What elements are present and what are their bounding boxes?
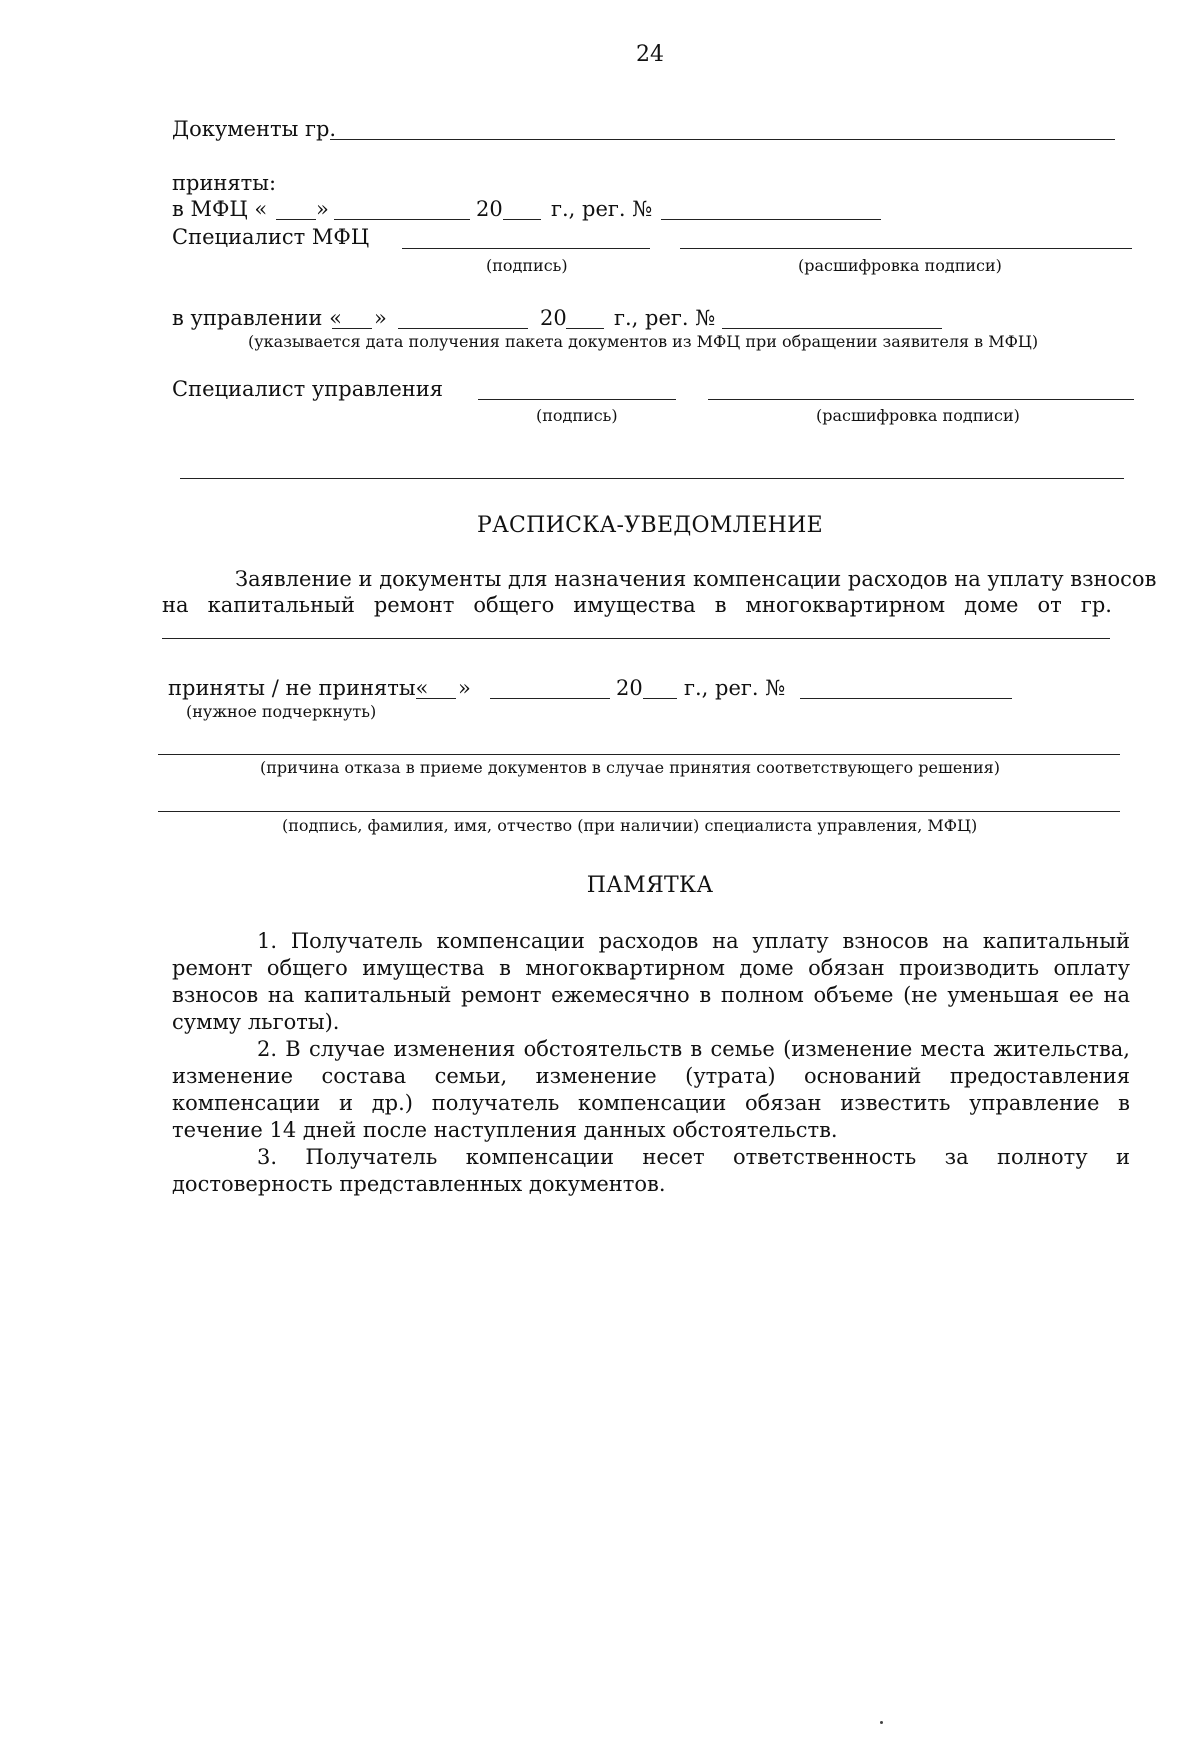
management-signature-caption: (подпись) — [536, 406, 618, 425]
management-year-prefix: 20 — [540, 306, 567, 330]
receipt-reg-number-field[interactable] — [800, 698, 1012, 699]
memo-list — [172, 928, 1130, 1198]
scan-speck — [880, 1721, 883, 1724]
management-signature-field[interactable] — [478, 399, 676, 400]
mfc-date-quote-close: » — [316, 197, 329, 221]
receipt-word: от — [1037, 593, 1062, 617]
mfc-reg-number-field[interactable] — [661, 219, 881, 220]
receipt-word: ремонт — [373, 593, 455, 617]
receipt-word: имущества — [573, 593, 696, 617]
management-day-field[interactable] — [332, 328, 372, 329]
management-date-note: (указывается дата получения пакета документов из МФЦ при обращении заявителя в МФЦ) — [248, 332, 1039, 351]
receipt-statement-line1: Заявление и документы для назначения компенсации расходов на уплату взносов — [235, 567, 1157, 591]
receipt-statement-line2 — [162, 592, 1112, 618]
receipt-word: многоквартирном — [745, 593, 946, 617]
memo-item: 3. Получатель компенсации несет ответственность за полноту и достоверность представленных документов. — [172, 1145, 1130, 1196]
management-reg-suffix: г., рег. № — [614, 306, 716, 330]
receipt-word: капитальный — [207, 593, 355, 617]
receipt-year-field[interactable] — [643, 698, 677, 699]
receipt-accepted-prefix: приняты / не приняты« — [168, 676, 429, 700]
mfc-day-field[interactable] — [276, 219, 316, 220]
receipt-title: РАСПИСКА-УВЕДОМЛЕНИЕ — [476, 513, 824, 538]
specialist-signature-caption: (подпись, фамилия, имя, отчество (при наличии) специалиста управления, МФЦ) — [282, 816, 978, 835]
management-month-field[interactable] — [398, 328, 528, 329]
management-specialist-label: Специалист управления — [172, 377, 444, 401]
receipt-word: доме — [964, 593, 1019, 617]
mfc-reg-suffix: г., рег. № — [551, 197, 653, 221]
mfc-year-prefix: 20 — [476, 197, 503, 221]
management-decoding-field[interactable] — [708, 399, 1134, 400]
mfc-decoding-caption: (расшифровка подписи) — [798, 256, 1002, 275]
page-number: 24 — [636, 42, 664, 67]
receipt-word: гр. — [1080, 593, 1112, 617]
refusal-reason-caption: (причина отказа в приеме документов в случае принятия соответствующего решения) — [260, 758, 1000, 777]
documents-label: Документы гр. — [172, 117, 337, 141]
receipt-year-prefix: 20 — [616, 676, 643, 700]
management-decoding-caption: (расшифровка подписи) — [816, 406, 1020, 425]
receipt-applicant-name-field[interactable] — [162, 638, 1110, 639]
receipt-underline-note: (нужное подчеркнуть) — [186, 702, 377, 721]
memo-item: 1. Получатель компенсации расходов на уплату взносов на капитальный ремонт общего имущества в многоквартирном доме обязан производить оплату взносов на капитальный ремонт ежемесячно в полном объеме (не уменьшая ее на сумму льготы). — [172, 929, 1130, 1034]
mfc-signature-caption: (подпись) — [486, 256, 568, 275]
receipt-month-field[interactable] — [490, 698, 610, 699]
mfc-specialist-label: Специалист МФЦ — [172, 225, 370, 249]
specialist-signature-field[interactable] — [158, 811, 1120, 812]
documents-name-field[interactable] — [330, 139, 1115, 140]
mfc-decoding-field[interactable] — [680, 248, 1132, 249]
mfc-month-field[interactable] — [334, 219, 470, 220]
receipt-reg-suffix: г., рег. № — [684, 676, 786, 700]
receipt-day-field[interactable] — [416, 698, 456, 699]
accepted-label: приняты: — [172, 171, 277, 195]
mfc-year-field[interactable] — [503, 219, 541, 220]
memo-item: 2. В случае изменения обстоятельств в семье (изменение места жительства, изменение состава семьи, изменение (утрата) оснований предоставления компенсации и др.) получатель компенсации обязан известить управление в течение 14 дней после наступления данных обстоятельств. — [172, 1037, 1130, 1142]
refusal-reason-field[interactable] — [158, 754, 1120, 755]
receipt-quote-close: » — [458, 676, 471, 700]
management-date-quote-close: » — [374, 306, 387, 330]
memo-title: ПАМЯТКА — [586, 873, 714, 898]
management-reg-number-field[interactable] — [722, 328, 942, 329]
receipt-word: на — [162, 593, 189, 617]
management-year-field[interactable] — [566, 328, 604, 329]
receipt-word: общего — [473, 593, 555, 617]
mfc-signature-field[interactable] — [402, 248, 650, 249]
receipt-word: в — [714, 593, 727, 617]
mfc-date-prefix: в МФЦ « — [172, 197, 268, 221]
section-divider — [180, 478, 1124, 479]
management-date-prefix: в управлении « — [172, 306, 342, 330]
